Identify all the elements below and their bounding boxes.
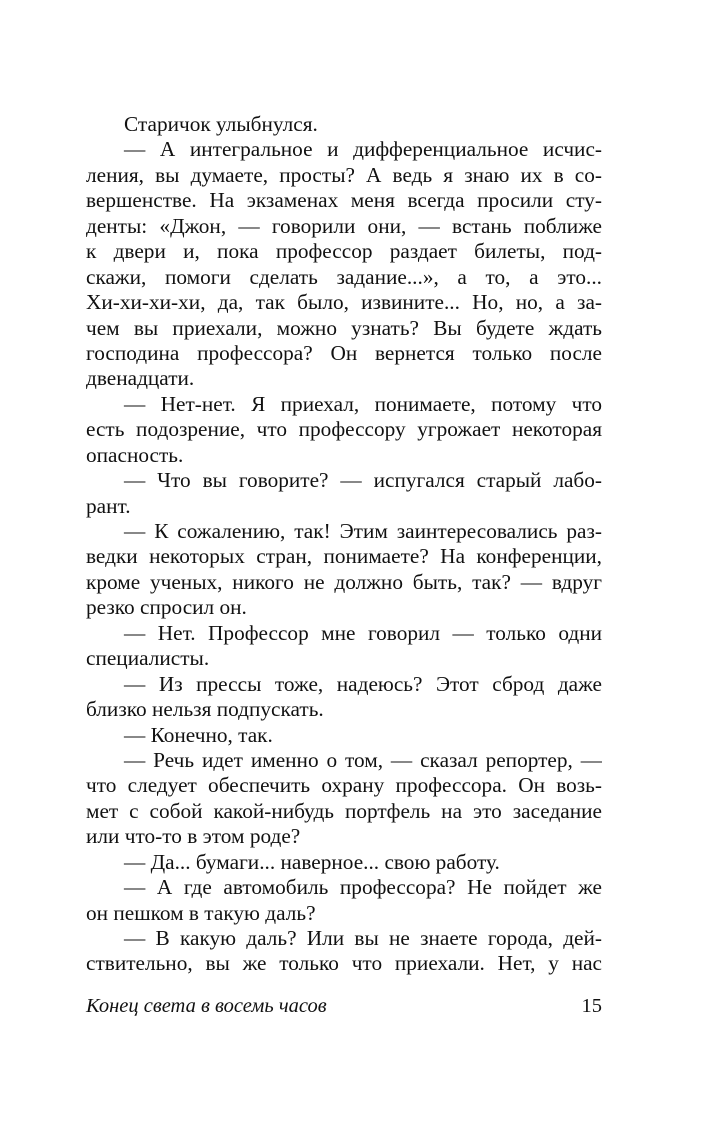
text-line: вершенстве. На экзаменах меня всегда просили сту- xyxy=(86,188,602,213)
text-line: — Нет. Профессор мне говорил — только одни xyxy=(124,620,602,645)
text-line: кроме ученых, никого не должно быть, так? — вдруг xyxy=(86,569,602,594)
text-line: специалисты. xyxy=(86,646,210,671)
text-line: — А где автомобиль профессора? Не пойдет же xyxy=(124,875,602,900)
text-line: двенадцати. xyxy=(86,366,195,391)
text-line: опасность. xyxy=(86,442,184,467)
text-line: — Из прессы тоже, надеюсь? Этот сброд даже xyxy=(124,671,602,696)
running-title: Конец света в восемь часов xyxy=(86,995,327,1017)
text-line: господина профессора? Он вернется только после xyxy=(86,340,602,365)
text-line: скажи, помоги сделать задание...», а то, а это... xyxy=(86,264,602,289)
text-line: рант. xyxy=(86,493,131,518)
text-line: есть подозрение, что профессору угрожает некоторая xyxy=(86,417,602,442)
page-footer xyxy=(86,995,602,1023)
text-line: мет с собой какой-нибудь портфель на это заседание xyxy=(86,798,602,823)
text-line: Старичок улыбнулся. xyxy=(124,112,318,136)
text-line: — В какую даль? Или вы не знаете города, дей- xyxy=(124,926,602,950)
page-number: 15 xyxy=(581,995,602,1017)
text-line: он пешком в такую даль? xyxy=(86,900,316,925)
text-line: — Речь идет именно о том, — сказал репортер, — xyxy=(124,747,602,772)
text-line: к двери и, пока профессор раздает билеты, под- xyxy=(86,239,602,264)
text-line: — Нет-нет. Я приехал, понимаете, потому что xyxy=(124,391,602,416)
text-line: или что-то в этом роде? xyxy=(86,824,301,849)
text-line: — Что вы говорите? — испугался старый лабо- xyxy=(124,468,602,493)
text-line: — А интегральное и дифференциальное исчис- xyxy=(124,137,602,162)
text-line: близко нельзя подпускать. xyxy=(86,697,324,722)
text-line: — Да... бумаги... наверное... свою работу. xyxy=(124,849,500,874)
text-line: — К сожалению, так! Этим заинтересовались раз- xyxy=(124,519,602,543)
text-line: ведки некоторых стран, понимаете? На конференции, xyxy=(86,544,602,569)
text-line: денты: «Джон, — говорили они, — встань поближе xyxy=(86,213,602,238)
text-line: ления, вы думаете, просты? А ведь я знаю их в со- xyxy=(86,162,602,187)
text-line: что следует обеспечить охрану профессора. Он возь- xyxy=(86,773,602,798)
text-line: Хи-хи-хи-хи, да, так было, извините... Но, но, а за- xyxy=(86,290,602,315)
text-line: чем вы приехали, можно узнать? Вы будете ждать xyxy=(86,315,602,340)
body-text xyxy=(86,112,602,977)
text-line: ствительно, вы же только что приехали. Нет, у нас xyxy=(86,951,602,976)
text-line: резко спросил он. xyxy=(86,595,247,620)
text-line: — Конечно, так. xyxy=(124,722,273,747)
